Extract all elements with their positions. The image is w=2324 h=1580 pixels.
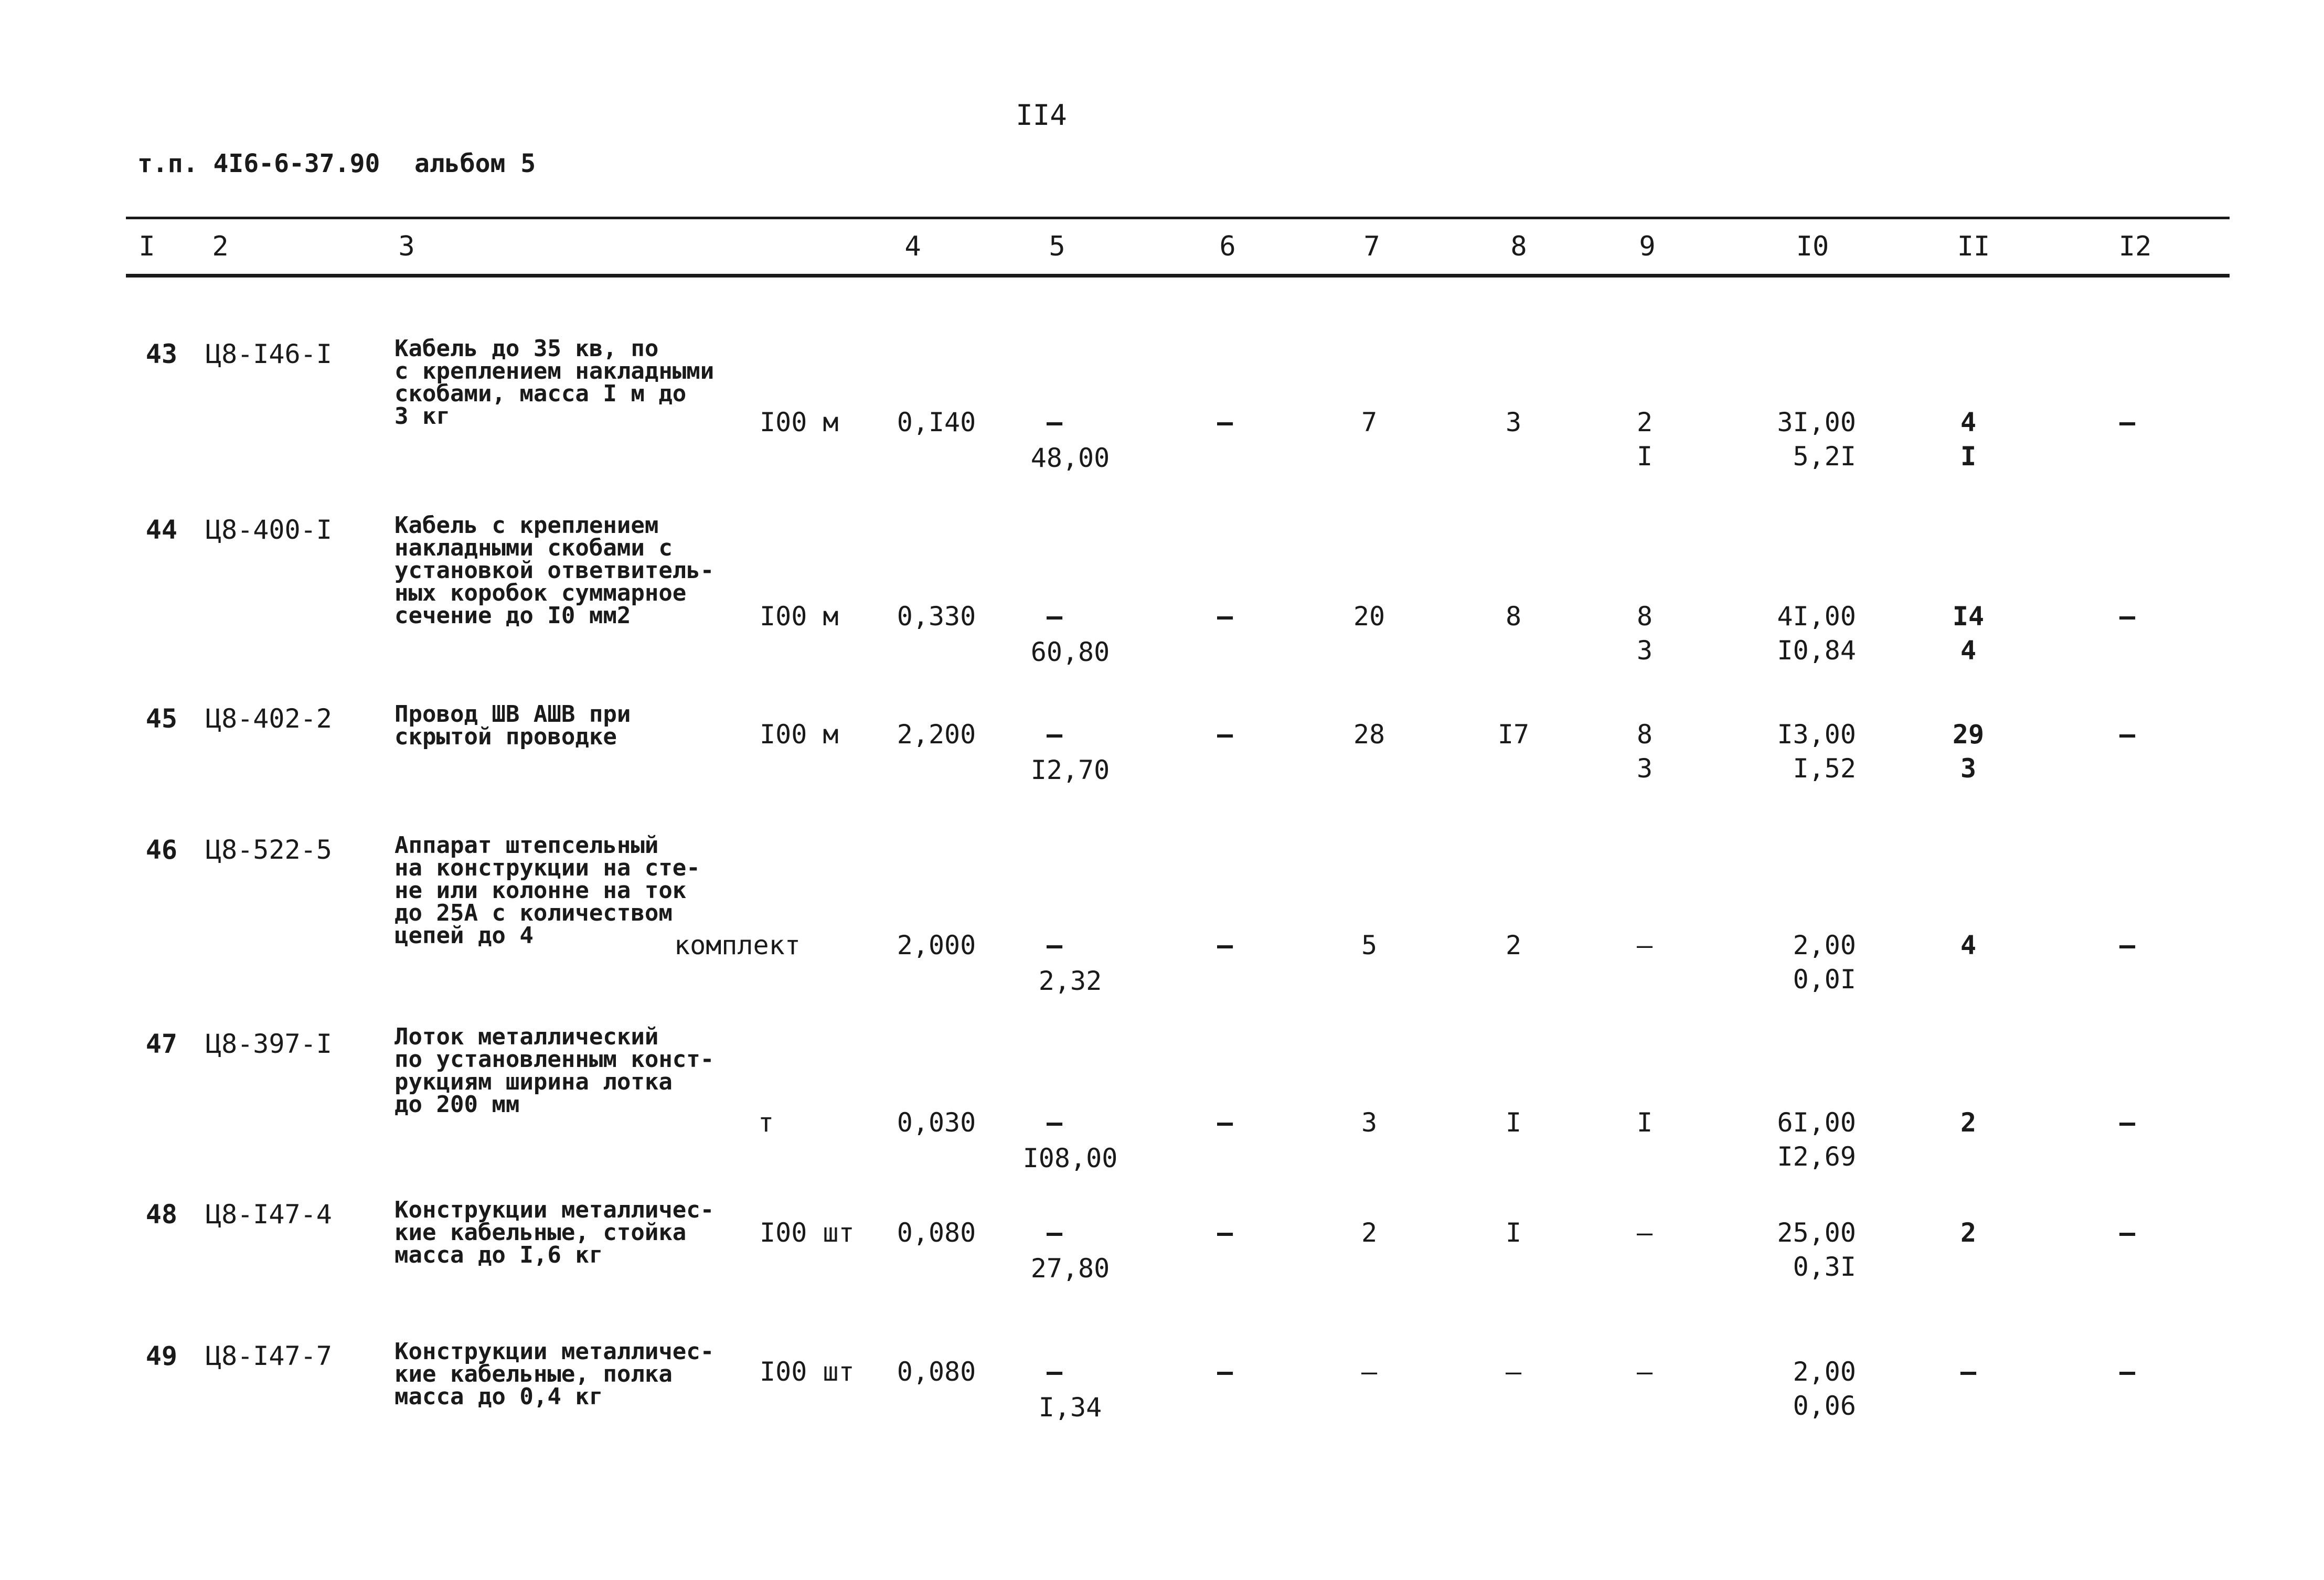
row-col9-top: 2 [1636,407,1653,437]
column-header: 4 [904,231,921,262]
doc-reference: т.п. 4I6-6-37.90 [137,149,380,178]
row-col12: – [2119,1357,2136,1387]
row-col9-bottom: 3 [1636,753,1653,784]
row-number: 46 [145,835,177,865]
row-col10-bottom: I0,84 [1777,635,1856,666]
row-col9-top: I [1636,1107,1653,1138]
row-col7: 3 [1361,1107,1378,1138]
row-col6: – [1217,1107,1233,1138]
row-col12: – [2119,1107,2136,1138]
row-description: Кабель до 35 кв, по с креплением накладными скобами, масса I м до 3 кг [395,335,715,430]
column-header: II [1957,231,1990,262]
row-col5-bottom: I2,70 [1030,755,1110,785]
row-unit: I00 м [760,601,839,632]
row-unit: I00 м [760,719,839,750]
row-number: 48 [145,1199,177,1230]
row-unit: I00 м [760,407,839,437]
row-col6: – [1217,1218,1233,1248]
row-code: Ц8-522-5 [206,835,332,865]
column-header: I2 [2118,231,2152,262]
row-col10-top: 25,00 [1777,1218,1856,1248]
row-col8: 8 [1505,601,1522,632]
row-col5-bottom: I08,00 [1022,1143,1118,1173]
row-col9-bottom: I [1636,441,1653,472]
row-col6: – [1217,601,1233,632]
row-col5-top: – [1046,1218,1063,1248]
row-description: Провод ШВ АШВ при скрытой проводке [395,701,631,750]
row-col8: I [1505,1218,1522,1248]
row-col9-top: – [1636,930,1653,960]
column-header: I [138,231,155,262]
row-col12: – [2119,930,2136,960]
row-col10-top: 6I,00 [1777,1107,1856,1138]
row-col10-top: 4I,00 [1777,601,1856,632]
header-bottom-rule [126,274,2230,277]
row-col6: – [1217,1357,1233,1387]
row-col8: – [1505,1357,1522,1387]
row-col7: 7 [1361,407,1378,437]
row-code: Ц8-I46-I [206,339,332,369]
row-col10-bottom: 0,3I [1793,1252,1856,1282]
row-code: Ц8-397-I [206,1029,332,1059]
row-col10-bottom: 0,06 [1793,1391,1856,1421]
row-col7: 20 [1353,601,1385,632]
row-col5-bottom: 60,80 [1030,637,1110,667]
row-unit: I00 шт [760,1357,855,1387]
row-unit: I00 шт [760,1218,855,1248]
row-code: Ц8-I47-7 [206,1341,332,1371]
row-col11-top: 2 [1960,1218,1977,1248]
column-header: 3 [398,231,415,262]
row-number: 45 [145,703,177,734]
row-quantity: 2,200 [897,719,976,750]
row-col12: – [2119,407,2136,437]
row-col7: 28 [1353,719,1385,750]
row-col5-top: – [1046,719,1063,750]
row-col5-top: – [1046,601,1063,632]
row-col9-top: 8 [1636,601,1653,632]
row-col11-top: – [1960,1357,1977,1387]
row-col10-bottom: I,52 [1793,753,1856,784]
row-number: 44 [145,515,177,545]
row-number: 49 [145,1341,177,1371]
album-label: альбом 5 [414,149,536,178]
row-code: Ц8-402-2 [206,703,332,734]
row-col5-bottom: 2,32 [1038,966,1102,996]
row-col10-top: I3,00 [1777,719,1856,750]
column-header: 5 [1049,231,1065,262]
row-col5-top: – [1046,1357,1063,1387]
row-code: Ц8-400-I [206,515,332,545]
row-unit: т [758,1107,774,1138]
row-col10-bottom: I2,69 [1777,1141,1856,1172]
row-quantity: 0,I40 [897,407,976,437]
row-col5-top: – [1046,930,1063,960]
column-header: 2 [212,231,229,262]
row-col11-top: 29 [1952,719,1985,750]
row-col11-top: I4 [1952,601,1985,632]
column-header: 6 [1219,231,1236,262]
row-code: Ц8-I47-4 [206,1199,332,1230]
row-unit: комплект [674,930,801,960]
row-col10-bottom: 0,0I [1793,964,1856,995]
row-col8: 2 [1505,930,1522,960]
row-quantity: 0,080 [897,1357,976,1387]
column-header: 9 [1639,231,1656,262]
row-col6: – [1217,407,1233,437]
row-description: Конструкции металличес- кие кабельные, полка масса до 0,4 кг [395,1338,715,1410]
row-col10-bottom: 5,2I [1793,441,1856,472]
row-col5-bottom: I,34 [1038,1392,1102,1423]
row-col5-bottom: 48,00 [1030,443,1110,473]
row-description: Конструкции металличес- кие кабельные, стойка масса до I,6 кг [395,1197,715,1268]
column-header: 7 [1363,231,1380,262]
row-number: 47 [145,1029,177,1059]
header-top-rule [126,217,2230,219]
column-header: I0 [1796,231,1829,262]
row-col12: – [2119,1218,2136,1248]
row-col7: 5 [1361,930,1378,960]
row-description: Аппарат штепсельный на конструкции на сте- не или колонне на ток до 25А с количеством цепей до 4 [395,832,700,949]
row-col12: – [2119,601,2136,632]
row-col7: – [1361,1357,1378,1387]
page-number: II4 [1016,99,1067,132]
column-header: 8 [1510,231,1527,262]
row-description: Лоток металлический по установленным конст- рукциям ширина лотка до 200 мм [395,1023,715,1118]
row-quantity: 0,330 [897,601,976,632]
row-col6: – [1217,719,1233,750]
row-col5-top: – [1046,1107,1063,1138]
row-col7: 2 [1361,1218,1378,1248]
row-col11-bottom: 4 [1960,635,1977,666]
row-col9-bottom: 3 [1636,635,1653,666]
row-col10-top: 2,00 [1793,1357,1856,1387]
row-col11-bottom: 3 [1960,753,1977,784]
row-quantity: 0,080 [897,1218,976,1248]
row-number: 43 [145,339,177,369]
row-quantity: 2,000 [897,930,976,960]
row-col12: – [2119,719,2136,750]
row-col6: – [1217,930,1233,960]
row-col9-top: – [1636,1218,1653,1248]
row-col11-top: 2 [1960,1107,1977,1138]
row-col8: I7 [1497,719,1530,750]
row-col5-bottom: 27,80 [1030,1253,1110,1284]
row-col11-top: 4 [1960,930,1977,960]
row-col11-top: 4 [1960,407,1977,437]
row-col10-top: 2,00 [1793,930,1856,960]
row-col11-bottom: I [1960,441,1977,472]
row-col10-top: 3I,00 [1777,407,1856,437]
row-col9-top: 8 [1636,719,1653,750]
row-quantity: 0,030 [897,1107,976,1138]
row-col8: 3 [1505,407,1522,437]
row-col9-top: – [1636,1357,1653,1387]
row-col8: I [1505,1107,1522,1138]
row-col5-top: – [1046,407,1063,437]
row-description: Кабель с креплением накладными скобами с установкой ответвитель- ных коробок суммарное сечение до I0 мм2 [395,512,715,629]
